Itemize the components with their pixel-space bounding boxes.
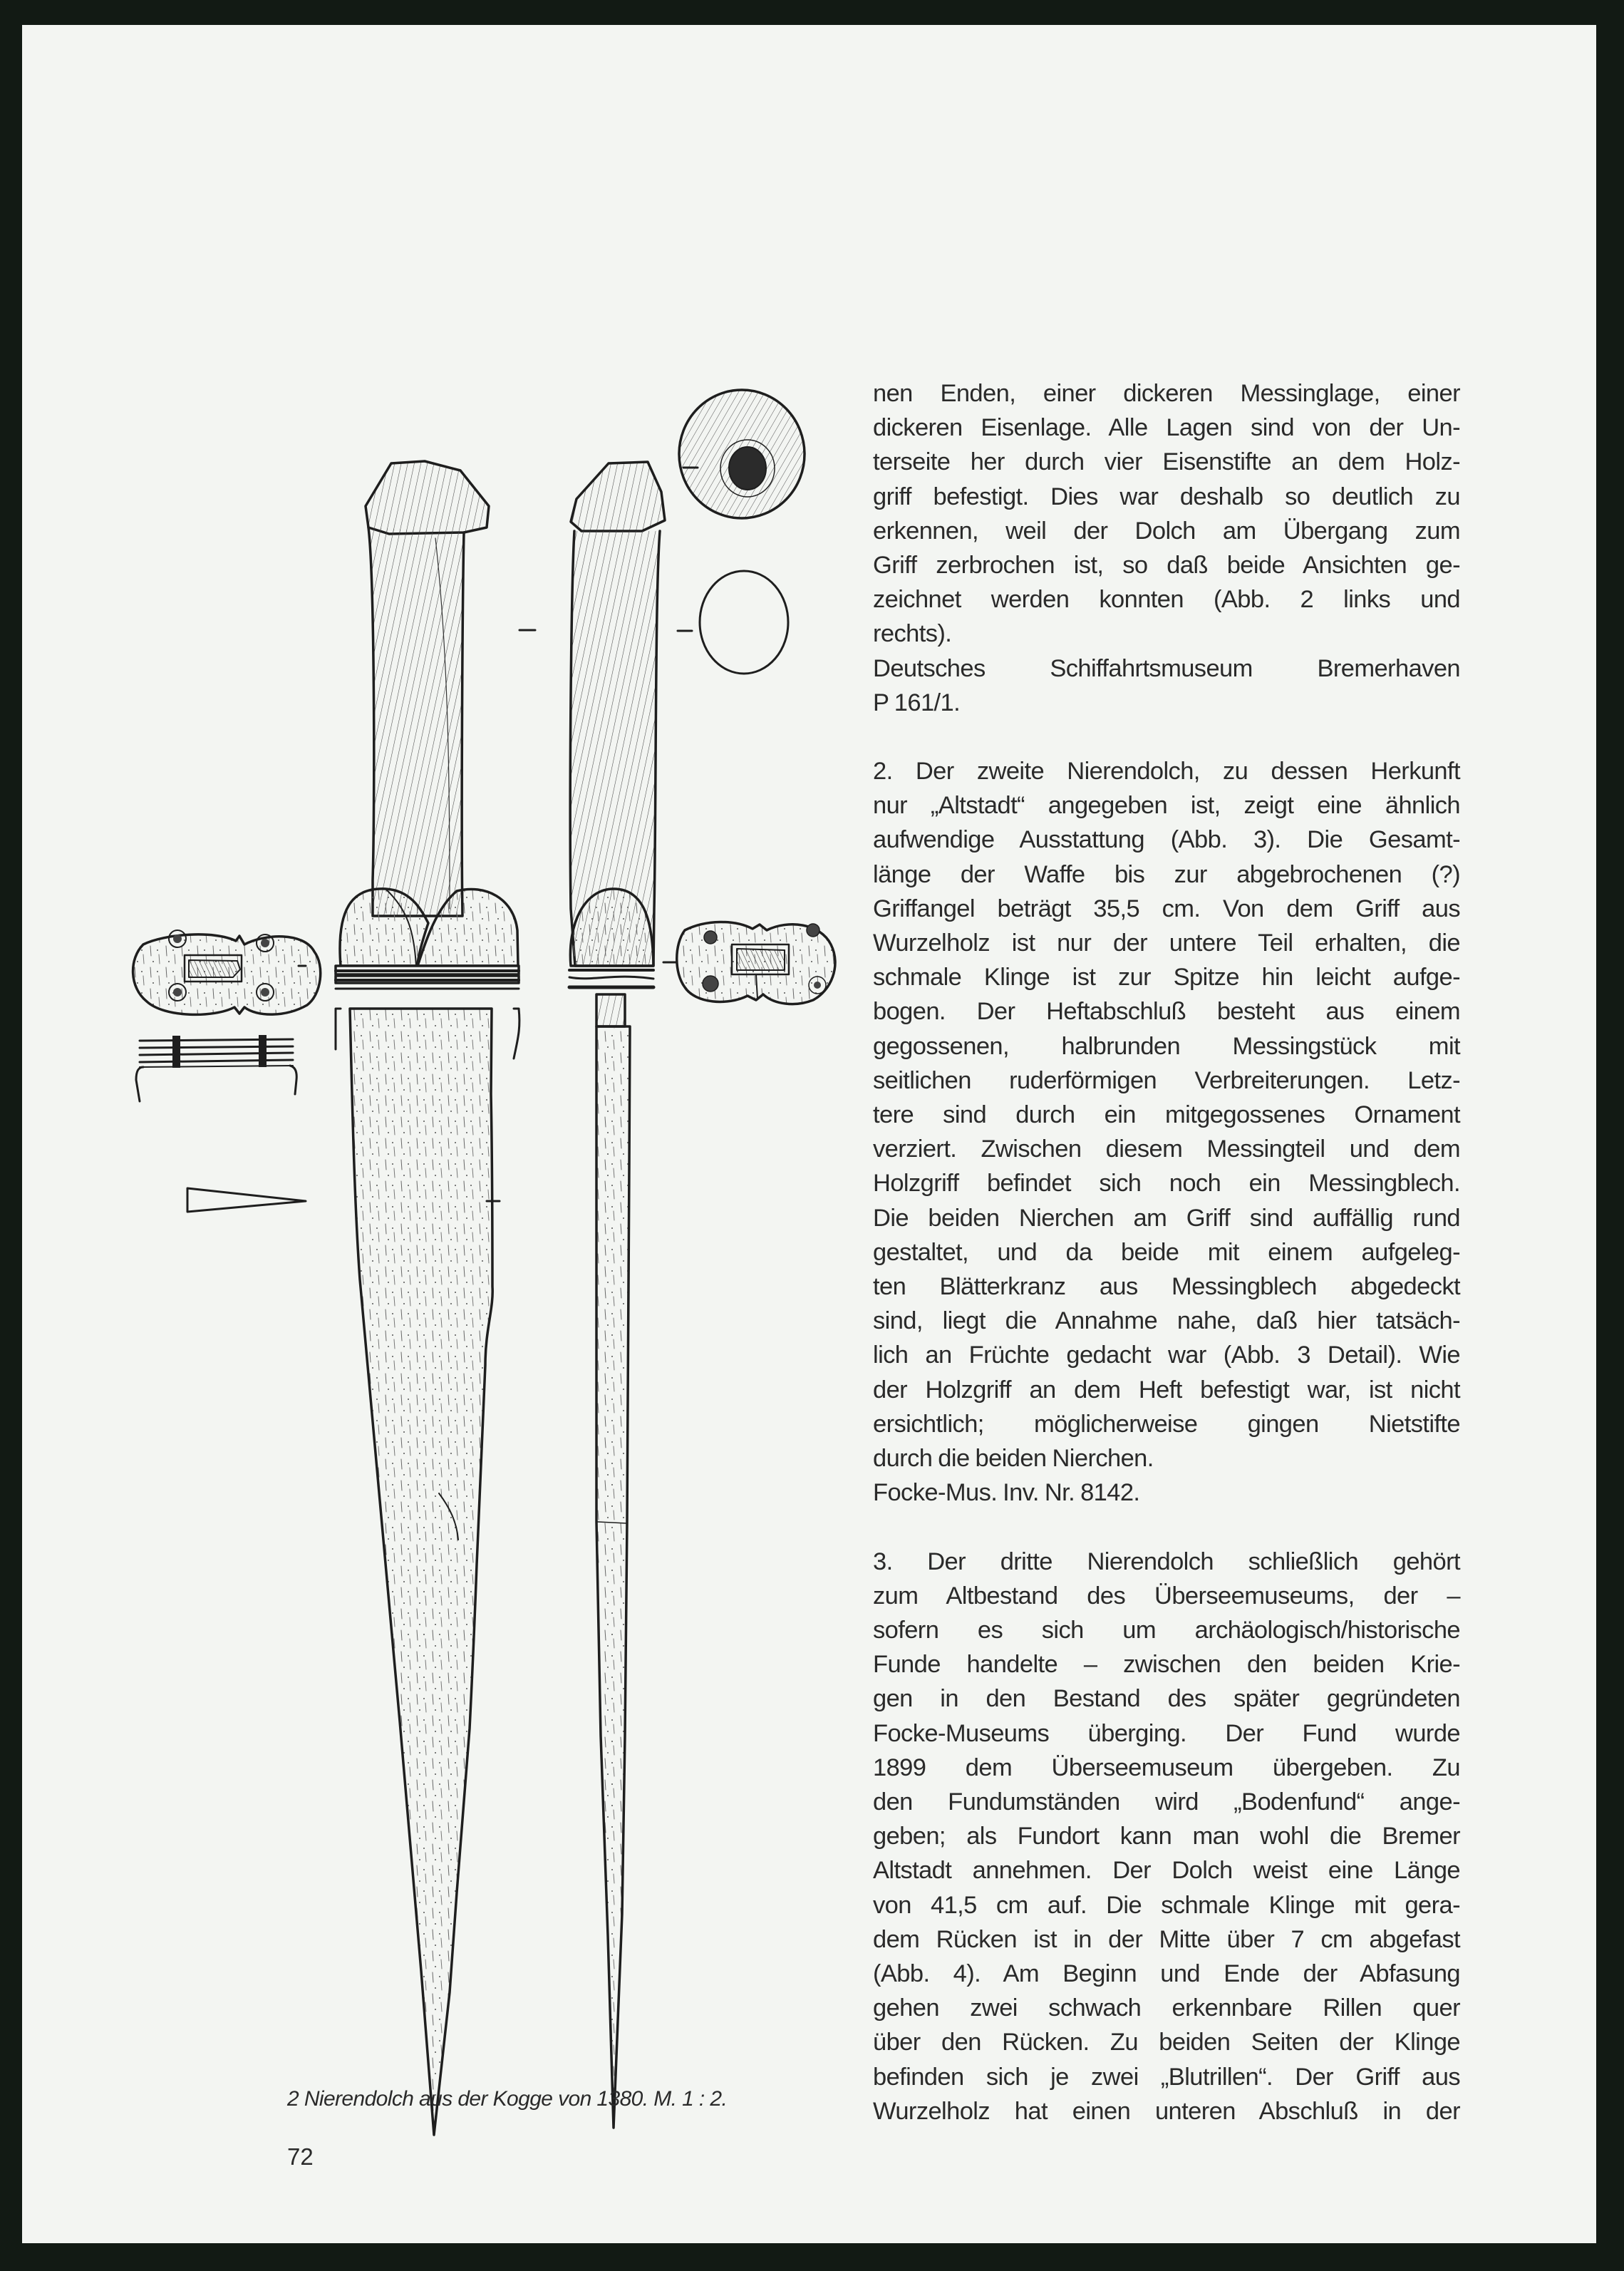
text-line: nen Enden, einer dickeren Messinglage, einer <box>873 380 1460 407</box>
text-line: Focke-Mus. Inv. Nr. 8142. <box>873 1479 1140 1507</box>
text-line: nur „Altstadt“ angegeben ist, zeigt eine ähnlich <box>873 792 1460 820</box>
text-line: länge der Waffe bis zur abgebrochenen (?) <box>873 860 1460 888</box>
figure-caption: 2 Nierendolch aus der Kogge von 1380. M. 1 : 2. <box>287 2087 728 2111</box>
text-line: griff befestigt. Dies war deshalb so deutlich zu <box>873 483 1460 510</box>
text-line: tere sind durch ein mitgegossenes Ornament <box>873 1101 1460 1129</box>
page-number: 72 <box>287 2143 314 2170</box>
text-line: P 161/1. <box>873 689 961 716</box>
text-line: aufwendige Ausstattung (Abb. 3). Die Gesamt- <box>873 826 1460 854</box>
text-line: Altstadt annehmen. Der Dolch weist eine Länge <box>873 1857 1460 1885</box>
front-view-dagger <box>336 461 519 2135</box>
pommel-top-view <box>679 390 805 518</box>
text-line: bogen. Der Heftabschluß besteht aus einem <box>873 998 1460 1026</box>
text-line: erkennen, weil der Dolch am Übergang zum <box>873 517 1460 545</box>
text-line: Deutsches Schiffahrtsmuseum Bremerhaven <box>873 654 1460 682</box>
text-line: dem Rücken ist in der Mitte über 7 cm abgefast <box>873 1925 1460 1953</box>
text-line: 2. Der zweite Nierendolch, zu dessen Herkunft <box>873 758 1460 786</box>
reference-focke-museum <box>873 1476 1460 1510</box>
reference-deutsches-schiffahrtsmuseum <box>873 652 1460 720</box>
text-line: befinden sich je zwei „Blutrillen“. Der Griff aus <box>873 2063 1460 2091</box>
text-line: gestaltet, und da beide mit einem aufgeleg- <box>873 1238 1460 1266</box>
text-line: seitlichen ruderförmigen Verbreiterungen. Letz- <box>873 1066 1460 1094</box>
paragraph-dagger-2 <box>873 754 1460 1476</box>
text-line: Funde handelte – zwischen den beiden Krie- <box>873 1651 1460 1679</box>
side-view-dagger <box>569 462 665 2128</box>
text-line: Griffangel beträgt 35,5 cm. Von dem Griff aus <box>873 895 1460 922</box>
text-line: gen in den Bestand des später gegründeten <box>873 1685 1460 1713</box>
guard-plate-underside-left <box>133 930 321 1014</box>
text-line: schmale Klinge ist zur Spitze hin leicht aufge- <box>873 964 1460 992</box>
text-line: terseite her durch vier Eisenstifte an dem Holz- <box>873 448 1460 476</box>
paragraph-continuation <box>873 376 1460 652</box>
figure-2-dagger-drawing <box>22 25 877 2163</box>
text-line: rechts). <box>873 620 952 648</box>
text-line: lich an Früchte gedacht war (Abb. 3 Detail). Wie <box>873 1342 1460 1369</box>
guard-side-view <box>136 1035 296 1101</box>
paragraph-dagger-3 <box>873 1545 1460 2128</box>
text-line: Griff zerbrochen ist, so daß beide Ansichten ge- <box>873 552 1460 580</box>
text-line: ersichtlich; möglicherweise gingen Nietstifte <box>873 1410 1460 1438</box>
body-text-column <box>873 376 1460 2128</box>
text-line: 3. Der dritte Nierendolch schließlich gehört <box>873 1548 1460 1575</box>
text-line: sofern es sich um archäologisch/historische <box>873 1616 1460 1644</box>
text-line: Wurzelholz hat einen unteren Abschluß in der <box>873 2097 1460 2125</box>
text-line: 1899 dem Überseemuseum übergeben. Zu <box>873 1754 1460 1781</box>
text-line: durch die beiden Nierchen. <box>873 1445 1154 1473</box>
text-line: dickeren Eisenlage. Alle Lagen sind von der Un- <box>873 414 1460 442</box>
text-line: Focke-Museums überging. Der Fund wurde <box>873 1719 1460 1747</box>
book-page <box>22 25 1596 2243</box>
text-line: verziert. Zwischen diesem Messingteil und dem <box>873 1136 1460 1163</box>
guard-plate-underside-right <box>663 922 835 1004</box>
text-line: ten Blätterkranz aus Messingblech abgedeckt <box>873 1273 1460 1301</box>
text-line: gehen zwei schwach erkennbare Rillen quer <box>873 1994 1460 2022</box>
text-line: von 41,5 cm auf. Die schmale Klinge mit gera- <box>873 1891 1460 1919</box>
text-line: zeichnet werden konnten (Abb. 2 links und <box>873 586 1460 614</box>
text-line: über den Rücken. Zu beiden Seiten der Klinge <box>873 2029 1460 2056</box>
text-line: (Abb. 4). Am Beginn und Ende der Abfasung <box>873 1960 1460 1987</box>
text-line: Holzgriff befindet sich noch ein Messingblech. <box>873 1170 1460 1198</box>
text-line: sind, liegt die Annahme nahe, daß hier tatsäch- <box>873 1307 1460 1335</box>
text-line: den Fundumständen wird „Bodenfund“ ange- <box>873 1788 1460 1816</box>
text-line: Die beiden Nierchen am Griff sind auffällig rund <box>873 1204 1460 1232</box>
text-line: gegossenen, halbrunden Messingstück mit <box>873 1032 1460 1060</box>
text-line: Wurzelholz ist nur der untere Teil erhalten, die <box>873 929 1460 957</box>
text-line: der Holzgriff an dem Heft befestigt war, ist nicht <box>873 1376 1460 1404</box>
text-line: geben; als Fundort kann man wohl die Bremer <box>873 1823 1460 1850</box>
text-line: zum Altbestand des Überseemuseums, der – <box>873 1582 1460 1610</box>
